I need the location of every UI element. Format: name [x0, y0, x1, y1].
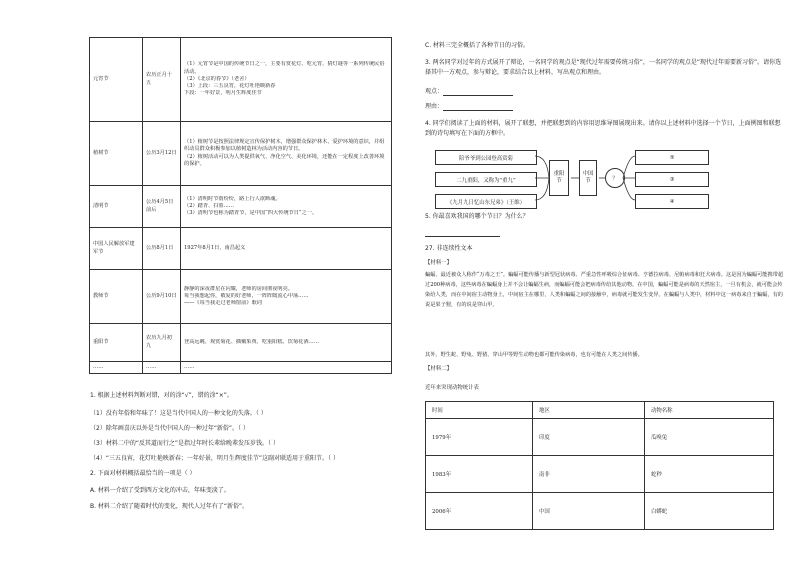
question-4: 4. 同学们阅读了上面的材料，展开了联想，并把联想到的内容用思维导图展现出来。请你以上述材料中选择一个节日，上面例图和联想到的诗句填写在下面的方框中。: [425, 120, 781, 137]
mindmap-answer-box-3[interactable]: ④: [635, 194, 709, 209]
festival-name: 教师节: [90, 270, 143, 324]
question-1-1: （1）没有年俗和年味了！这是当代中国人的一种文化的失落。（ ）: [90, 410, 267, 417]
option-c: C. 材料三完全概括了各种节日的习俗。: [425, 42, 530, 49]
header-time: 时间: [426, 402, 533, 419]
mindmap-answer-box-2[interactable]: ③: [635, 172, 709, 187]
festival-details: （1）植树节是按照法律规定宣传保护树木，增强群众保护林木、爱护环境的意识，并组织动员群众积极参加以植树造林为活动内容的节日。 （2）植树活动可以为人类提供氧气、净化空气、美化环境，还能在一定程度上改善环境的保护。: [181, 122, 392, 186]
mindmap-item-1: 陪爷爷到公园登高赏菊: [435, 150, 537, 165]
option-a: A. 材料一介绍了受到西方文化的冲击，年味变淡了。: [90, 487, 230, 494]
header-animal: 动物名称: [645, 402, 774, 419]
table-row: [90, 122, 392, 186]
reason-label: [425, 103, 513, 111]
festival-name: 重阳节: [90, 324, 143, 362]
table-row: [90, 38, 392, 122]
cell-time: 1979年: [426, 419, 533, 456]
cell-region: 中国: [533, 493, 645, 530]
mindmap-center-mid: 中国节: [579, 160, 597, 196]
festival-details: 登高远眺、观赏菊花、插戴茱萸、吃重阳糕、饮菊花酒……: [181, 324, 392, 362]
mindmap-center-circle: ？: [605, 168, 625, 188]
festival-date: 农历九月初九: [143, 324, 181, 362]
cell-region: 印度: [533, 419, 645, 456]
table-row: [426, 456, 774, 493]
festival-name: 清明节: [90, 186, 143, 228]
mindmap-center-left: 重阳节: [549, 160, 569, 196]
header-region: 地区: [533, 402, 645, 419]
viewpoint-text: 观点：: [425, 88, 444, 95]
festival-name: ……: [90, 362, 143, 374]
festival-name: 植树节: [90, 122, 143, 186]
material-1-tail: 其外，野生蛇、野兔、野猪、穿山甲等野生动物也都可能传染病毒，也有可能在人类之间传播。: [425, 352, 643, 358]
festival-table: [89, 37, 392, 374]
option-b: B. 材料二介绍了随着时代的变化，现代人过年有了“新俗”。: [90, 503, 249, 510]
cell-animal: 瓜嗅兔: [645, 419, 774, 456]
cell-time: 1983年: [426, 456, 533, 493]
cell-animal: 白蟒蛇: [645, 493, 774, 530]
festival-date: 公历3月12日: [143, 122, 181, 186]
festival-details: （1）元宵节是中国的传统节日之一，主要有赏花灯、吃元宵、猜灯谜等一系列传统民俗活动。 （2）《北京的春节》（老舍） （3）上段：三五良宵，花灯吐艳映新春 下段：一年好景，明月生辉度佳节: [181, 38, 392, 122]
material-2-label: 【材料二】: [425, 366, 452, 372]
answer-line[interactable]: [425, 236, 500, 237]
table-row: [90, 324, 392, 362]
festival-details: 1927年8月1日，南昌起义: [181, 228, 392, 270]
table-row: [90, 186, 392, 228]
question-1-4: （4）“三五良宵，花灯吐艳映新春；一年好景，明月生辉度佳节”这副对联适用于重阳节。（ ）: [90, 455, 339, 462]
festival-date: ……: [143, 362, 181, 374]
cell-time: 2006年: [426, 493, 533, 530]
festival-name: 元宵节: [90, 38, 143, 122]
festival-details: （1）清明时节雨纷纷，路上行人欲断魂。 （2）踏青、扫墓…… （3）清明节也称为踏青节，是中国“四大传统节日”之一。: [181, 186, 392, 228]
viewpoint-label: [425, 88, 513, 96]
table-header-row: [426, 402, 774, 419]
viewpoint-blank[interactable]: [443, 95, 513, 96]
table-row: [90, 270, 392, 324]
festival-name: 中国人民解放军建军节: [90, 228, 143, 270]
question-3: 3. 两名同学对过年的方式展开了辩论，一名同学的观点是“现代过年需要传统习俗”，一名同学的观点是“现代过年需要新习俗”。请你选择其中一方观点，参与辩论，要求结合以上材料，写出观点和理由。: [425, 59, 782, 76]
festival-date: 公历8月1日: [143, 228, 181, 270]
table-row: [90, 362, 392, 374]
question-5: 5. 你最喜欢我国的哪个节日？为什么？: [425, 213, 529, 220]
table-row: [90, 228, 392, 270]
question-1-3: （3）材料二中的“反其道而行之”是指过年时长辈给晚辈发压岁钱。（ ）: [90, 440, 279, 447]
question-1-2: （2）除年画喜庆以外是当代中国人的一种过年“新俗”。（ ）: [90, 425, 249, 432]
reason-text: 理由：: [425, 103, 444, 110]
reason-blank[interactable]: [443, 110, 513, 111]
cell-animal: 蛇秒: [645, 456, 774, 493]
festival-details: ……: [181, 362, 392, 374]
mindmap-item-3: 《九月九日忆山东兄弟》（王维）: [435, 194, 537, 209]
table-row: [426, 493, 774, 530]
festival-details: 静静的深夜群星在闪耀，老师的房间彻夜明亮。 每当我想起你，敬爱的好老师，一阵阵暖流心中荡…… ——《每当我走过老师窗前》歌词: [181, 270, 392, 324]
virus-table: [425, 401, 774, 530]
mindmap-answer-box-1[interactable]: ⑤: [635, 150, 709, 165]
table-title: 近年来突现动物统计表: [425, 385, 479, 391]
mindmap-item-2: 二九重阳，又称为“重九”: [435, 172, 537, 187]
question-1: 1. 根据上述材料判断对错，对的涂“√”，错的涂“×”。: [90, 392, 233, 399]
section-27-heading: 27. 非连续性文本: [425, 245, 473, 252]
festival-date: 公历4月5日前后: [143, 186, 181, 228]
material-1-text: 蝙蝠，最近被众人称作“万毒之王”。蝙蝠可能传播与新型冠状病毒、严重急性呼吸综合征病毒、亨德拉病毒、尼帕病毒和狂犬病毒。这是因为蝙蝠可能携带超过200种病毒，这些病毒在蝙蝠身上并不会让蝙蝠生病，而蝙蝠可能会把病毒传给其他动物。在中国，蝙蝠可能是病毒的天然宿主，一旦有机会，就可能会传染给人类，而在中间宿主动物身上，中间宿主在哪里，人类和蝙蝠之间的接触中，病毒就可能发生变异。在蝙蝠与人类中，材料中这一病毒来自于蝙蝠，有的说是果子狸，有的说是穿山甲。: [425, 272, 784, 308]
table-row: [426, 419, 774, 456]
material-1-label: 【材料一】: [425, 260, 452, 266]
festival-date: 农历正月十五: [143, 38, 181, 122]
cell-region: 南非: [533, 456, 645, 493]
festival-date: 公历9月10日: [143, 270, 181, 324]
question-2: 2. 下面对材料概括最恰当的一项是（ ）: [90, 470, 196, 477]
